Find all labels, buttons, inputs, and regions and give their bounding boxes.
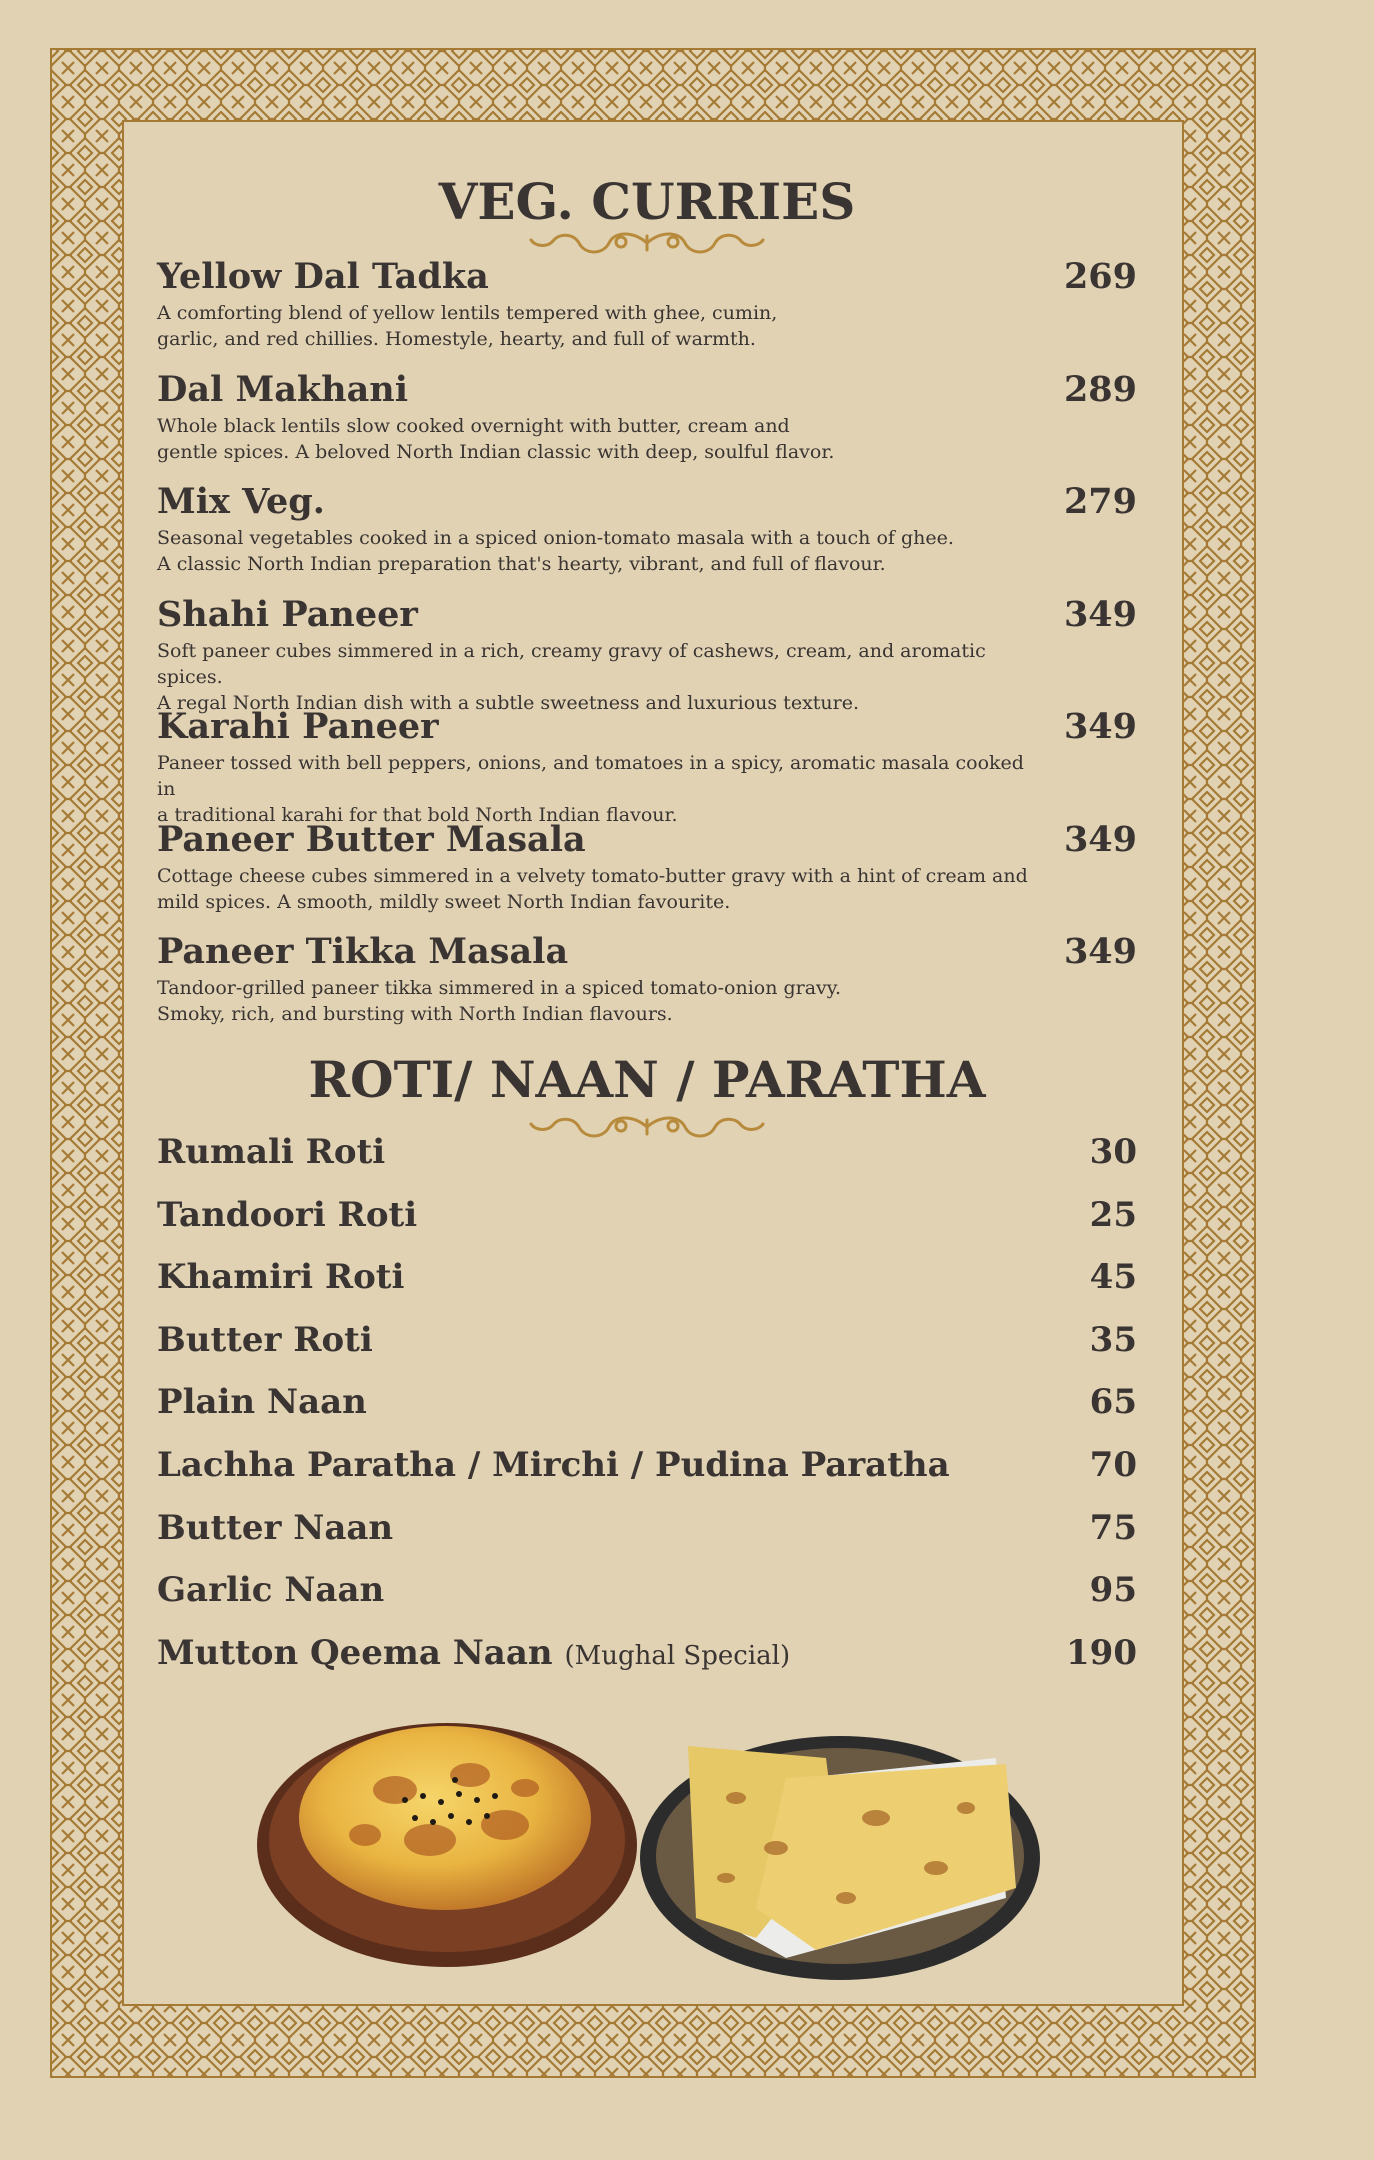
item-name: Dal Makhani: [157, 368, 409, 410]
item-price: 289: [1063, 368, 1137, 410]
item-price: 349: [1063, 931, 1137, 972]
breads-title: ROTI/ NAAN / PARATHA: [308, 1050, 986, 1109]
item-name: Plain Naan: [157, 1382, 367, 1423]
item-description: Seasonal vegetables cooked in a spiced onion-tomato masala with a touch of ghee. A classic North Indian preparation that's hearty, vibrant, and full of flavour.: [157, 527, 954, 575]
kulcha-plate-photo: [255, 1700, 640, 1970]
item-name: Butter Naan: [157, 1507, 394, 1548]
naan-basket-photo: [636, 1718, 1044, 1986]
item-name: Lachha Paratha / Mirchi / Pudina Paratha: [157, 1445, 950, 1485]
menu-item: [157, 1257, 1137, 1307]
item-price: 35: [1089, 1319, 1137, 1360]
item-name: Shahi Paneer: [157, 593, 418, 635]
item-name: Butter Roti: [157, 1319, 373, 1360]
item-description: Whole black lentils slow cooked overnight with butter, cream and gentle spices. A beloved North Indian classic with deep, soulful flavor.: [157, 414, 835, 463]
menu-item: [157, 1195, 1137, 1245]
item-price: 349: [1063, 593, 1137, 635]
item-price: 349: [1063, 706, 1137, 747]
menu-item: [157, 931, 1137, 1031]
item-description: A comforting blend of yellow lentils tempered with ghee, cumin, garlic, and red chillies. Homestyle, hearty, and full of warmth.: [157, 302, 778, 350]
item-name: Rumali Roti: [157, 1132, 386, 1172]
item-note: (Mughal Special): [564, 1640, 791, 1671]
item-price: 45: [1089, 1257, 1137, 1298]
item-name: Mutton Qeema Naan (Mughal Special): [157, 1632, 791, 1673]
item-price: 25: [1089, 1194, 1137, 1235]
item-description: Tandoor-grilled paneer tikka simmered in a spiced tomato-onion gravy. Smoky, rich, and bursting with North Indian flavours.: [157, 977, 842, 1025]
item-name: Mix Veg.: [157, 481, 325, 522]
menu-item: [157, 1445, 1137, 1495]
item-price: 349: [1063, 818, 1137, 860]
menu-item: [157, 1570, 1137, 1620]
item-name: Khamiri Roti: [157, 1257, 405, 1298]
item-description: Cottage cheese cubes simmered in a velvety tomato-butter gravy with a hint of cream and mild spices. A smooth, mildly sweet North Indian favourite.: [157, 864, 1028, 913]
menu-item: [157, 1382, 1137, 1432]
menu-item: [157, 256, 1137, 356]
item-price: 75: [1089, 1507, 1137, 1548]
flourish-icon: [523, 228, 771, 258]
item-price: 279: [1063, 481, 1137, 522]
item-name: Paneer Tikka Masala: [157, 931, 569, 972]
menu-item: [157, 1320, 1137, 1370]
item-price: 269: [1063, 256, 1137, 297]
item-price: 65: [1089, 1382, 1137, 1423]
menu-item: [157, 1132, 1137, 1182]
menu-item: [157, 593, 1137, 714]
menu-item: [157, 706, 1137, 826]
item-price: 30: [1089, 1132, 1137, 1172]
item-price: 190: [1066, 1632, 1137, 1673]
item-name: Karahi Paneer: [157, 706, 439, 747]
menu-item: [157, 481, 1137, 581]
menu-item: [157, 1508, 1137, 1558]
item-name: Paneer Butter Masala: [157, 818, 586, 860]
menu-item: [157, 1633, 1137, 1683]
menu-item: [157, 369, 1137, 469]
menu-item: [157, 819, 1137, 919]
item-name: Garlic Naan: [157, 1570, 385, 1611]
item-name: Yellow Dal Tadka: [157, 256, 489, 297]
item-price: 70: [1089, 1445, 1137, 1485]
item-price: 95: [1089, 1570, 1137, 1611]
item-description: Paneer tossed with bell peppers, onions, and tomatoes in a spicy, aromatic masala cooked in a traditional karahi for that bold North Indian flavour.: [157, 752, 1024, 826]
item-name: Tandoori Roti: [157, 1194, 418, 1235]
item-description: Soft paneer cubes simmered in a rich, creamy gravy of cashews, cream, and aromatic spices. A regal North Indian dish with a subtle sweetness and luxurious texture.: [157, 639, 986, 714]
veg-curries-title: VEG. CURRIES: [438, 172, 856, 231]
